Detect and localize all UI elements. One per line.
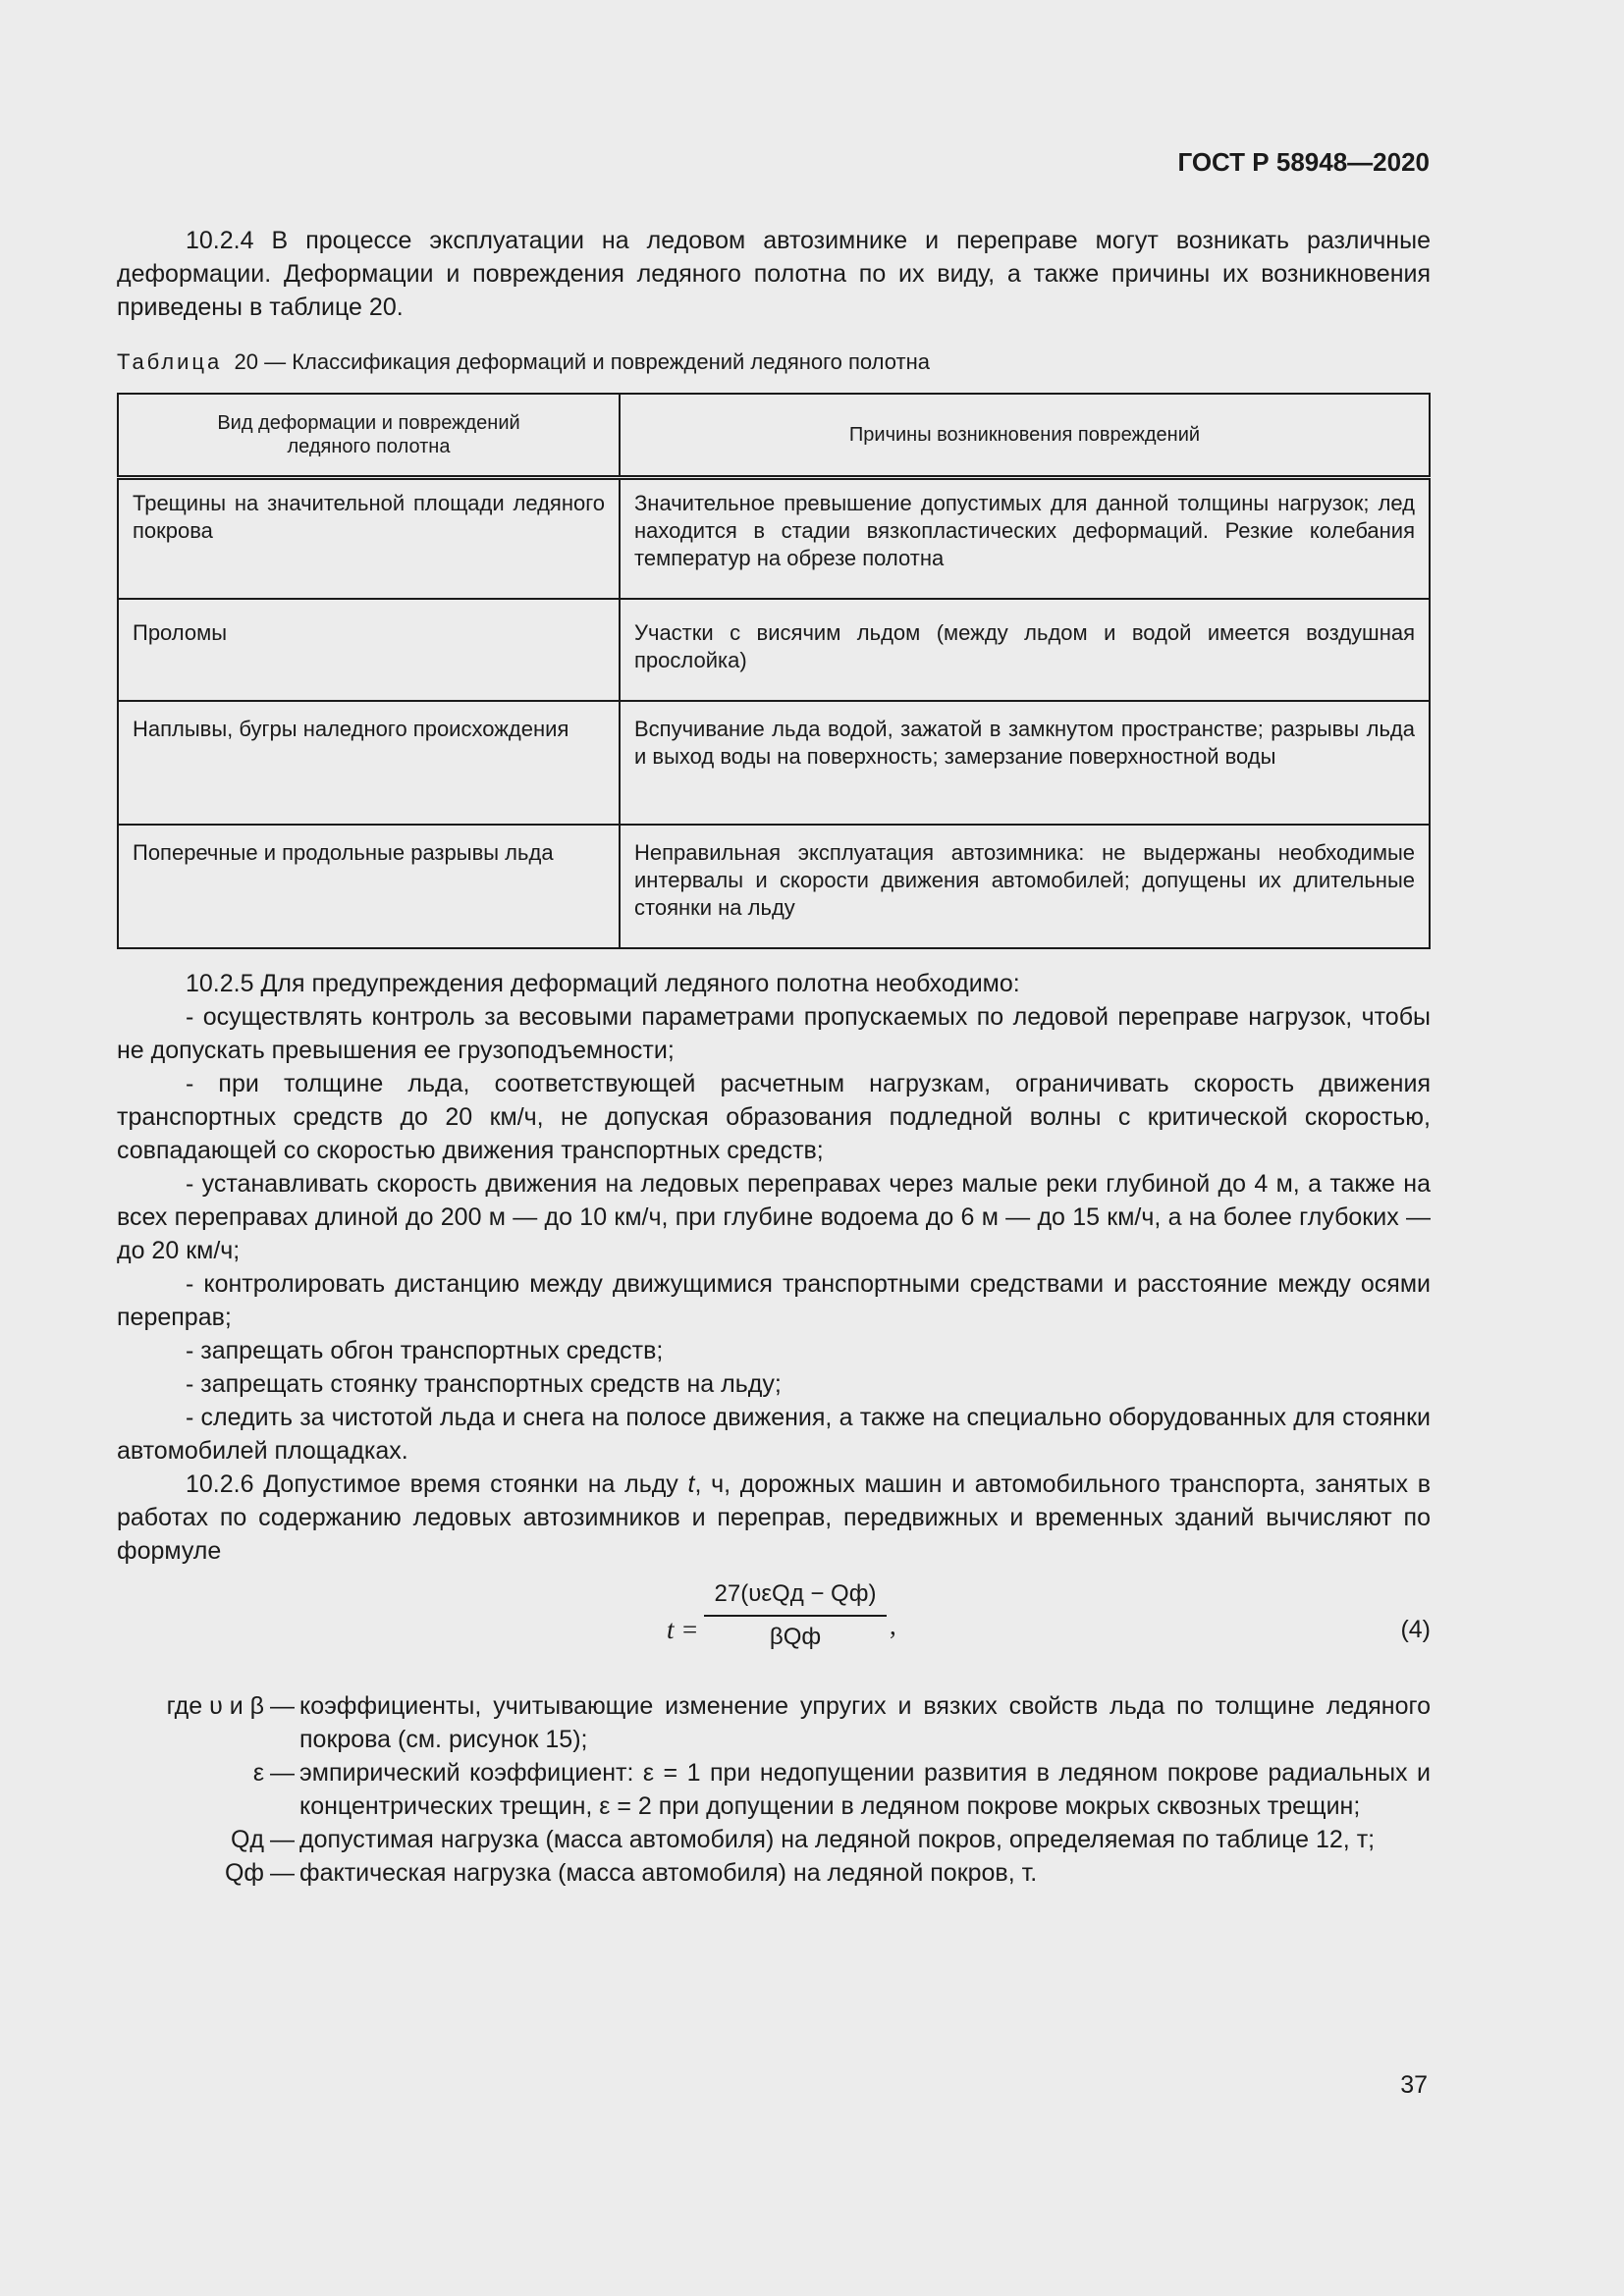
definition-text: коэффициенты, учитывающие изменение упругих и вязких свойств льда по толщине ледяного покрова (см. рисунок 15); <box>299 1692 1431 1753</box>
definition-symbol: ε <box>252 1759 264 1787</box>
table-cell-type: Наплывы, бугры наледного происхождения <box>118 701 620 825</box>
definition-symbol: Qд <box>230 1826 264 1853</box>
paragraph-10-2-4: 10.2.4 В процессе эксплуатации на ледовом автозимнике и переправе могут возникать различные деформации. Деформации и повреждения ледяного полотна по их виду, а также причины их возникновения приведены в таблице 20. <box>117 227 1431 321</box>
deformation-table <box>117 393 1431 949</box>
definition-dash: — <box>270 1826 295 1853</box>
definition-dash: — <box>270 1759 295 1787</box>
formula-numerator: 27(υεQд − Qф) <box>714 1580 877 1607</box>
table-cell-type: Поперечные и продольные разрывы льда <box>118 825 620 948</box>
definition-row <box>117 1689 1431 1756</box>
table-cell-type: Трещины на значительной площади ледяного покрова <box>118 478 620 600</box>
paragraph-10-2-6 <box>117 1468 1431 1568</box>
table-caption-word: Таблица <box>117 349 223 374</box>
list-item: - следить за чистотой льда и снега на полосе движения, а также на специально оборудованных для стоянки автомобилей площадках. <box>117 1404 1431 1465</box>
table-header-row <box>118 394 1430 478</box>
definition-symbol: где υ и β <box>166 1692 264 1720</box>
formula-denominator: βQф <box>769 1624 822 1650</box>
paragraph-10-2-5: 10.2.5 Для предупреждения деформаций ледяного полотна необходимо: <box>186 970 1020 997</box>
fraction-bar <box>704 1615 887 1617</box>
formula-4 <box>117 1574 1431 1682</box>
formula-lhs: t = <box>667 1615 699 1644</box>
definition-text: допустимая нагрузка (масса автомобиля) на ледяной покров, определяемая по таблице 12, т; <box>299 1826 1376 1853</box>
page-number: 37 <box>1400 2071 1428 2099</box>
definition-row <box>117 1856 1431 1890</box>
table-caption-text: 20 — Классификация деформаций и повреждений ледяного полотна <box>234 349 930 374</box>
definition-text: эмпирический коэффициент: ε = 1 при недопущении развития в ледяном покрове радиальных и концентрических трещин, ε = 2 при допущении в ледяном покрове мокрых сквозных трещин; <box>299 1759 1431 1820</box>
list-item: - устанавливать скорость движения на ледовых переправах через малые реки глубиной до 4 м, а также на всех переправах длиной до 200 м — до 10 км/ч, при глубине водоема до 6 м — до 15 км/ч, а на более глубоких — до 20 км/ч; <box>117 1170 1431 1264</box>
list-item: - контролировать дистанцию между движущимися транспортными средствами и расстояние между осями переправ; <box>117 1270 1431 1331</box>
table-cell-type: Проломы <box>118 599 620 701</box>
table-row <box>118 599 1430 701</box>
table-cell-cause: Участки с висячим льдом (между льдом и водой имеется воздушная прослойка) <box>620 599 1430 701</box>
table-cell-cause: Значительное превышение допустимых для данной толщины нагрузок; лед находится в стадии вязкопластических деформаций. Резкие колебания температур на обрезе полотна <box>620 478 1430 600</box>
definition-row <box>117 1823 1431 1856</box>
document-code: ГОСТ Р 58948—2020 <box>1177 147 1430 177</box>
symbol-definitions <box>117 1689 1431 1890</box>
table-row <box>118 478 1430 600</box>
definition-symbol: Qф <box>224 1859 264 1887</box>
list-item: - запрещать обгон транспортных средств; <box>186 1337 664 1364</box>
main-content <box>117 224 1431 1890</box>
definition-dash: — <box>270 1692 295 1720</box>
definition-text: фактическая нагрузка (масса автомобиля) на ледяной покров, т. <box>299 1859 1038 1887</box>
table-header-type: Вид деформации и повреждений ледяного полотна <box>118 394 620 478</box>
list-item: - при толщине льда, соответствующей расчетным нагрузкам, ограничивать скорость движения транспортных средств до 20 км/ч, не допуская образования подледной волны с критической скоростью, совпадающей со скоростью движения транспортных средств; <box>117 1070 1431 1164</box>
table-cell-cause: Неправильная эксплуатация автозимника: не выдержаны необходимые интервалы и скорости движения автомобилей; допущены их длительные стоянки на льду <box>620 825 1430 948</box>
list-item: - осуществлять контроль за весовыми параметрами пропускаемых по ледовой переправе нагрузок, чтобы не допускать превышения ее грузоподъемности; <box>117 1003 1431 1064</box>
table-row <box>118 701 1430 825</box>
variable-t: t <box>687 1470 695 1498</box>
formula-comma: , <box>890 1611 896 1640</box>
paragraph-10-2-6-end: , ч, дорожных машин и автомобильного транспорта, занятых в работах по содержанию ледовых автозимников и переправ, передвижных и временных зданий вычисляют по формуле <box>117 1470 1431 1565</box>
section-10-2-5 <box>117 967 1431 1468</box>
table-caption <box>117 346 1431 379</box>
table-cell-cause: Вспучивание льда водой, зажатой в замкнутом пространстве; разрывы льда и выход воды на поверхность; замерзание поверхностной воды <box>620 701 1430 825</box>
formula-fraction <box>704 1577 887 1654</box>
definition-dash: — <box>270 1859 295 1887</box>
formula-number: (4) <box>1400 1616 1431 1643</box>
list-item: - запрещать стоянку транспортных средств на льду; <box>186 1370 782 1398</box>
table-header-causes: Причины возникновения повреждений <box>620 394 1430 478</box>
table-row <box>118 825 1430 948</box>
definition-row <box>117 1756 1431 1823</box>
paragraph-10-2-6-start: 10.2.6 Допустимое время стоянки на льду <box>186 1470 688 1498</box>
